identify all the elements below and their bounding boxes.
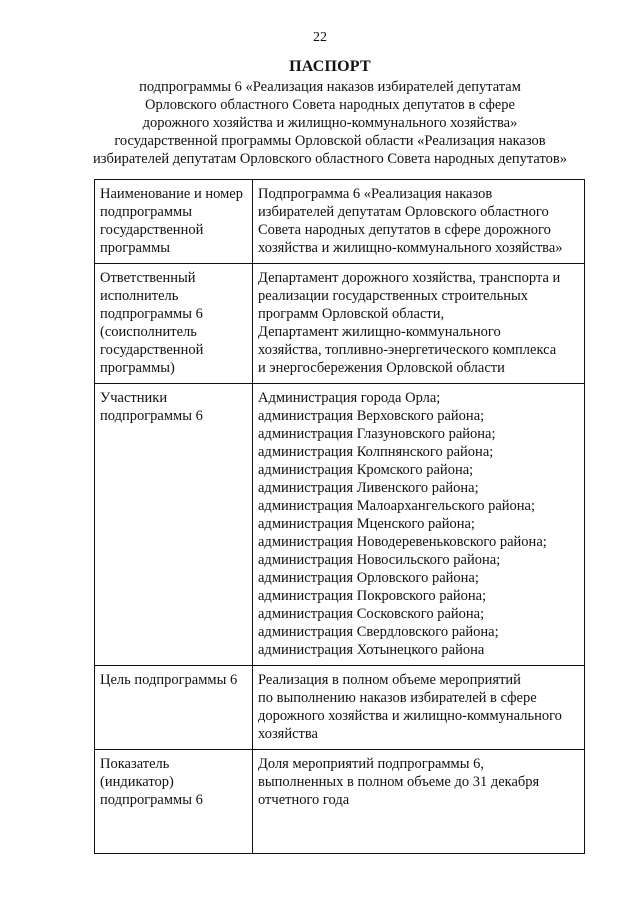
value-line: и энергосбережения Орловской области <box>258 360 505 376</box>
row-label <box>95 180 253 264</box>
label-line: Ответственный <box>100 270 196 286</box>
label-line: (соисполнитель <box>100 324 197 340</box>
label-line: (индикатор) <box>100 774 174 790</box>
value-line: администрация Хотынецкого района <box>258 642 485 658</box>
table-row-goal <box>95 666 585 750</box>
label-line: государственной <box>100 222 204 238</box>
label-line: Цель подпрограммы 6 <box>100 672 238 688</box>
value-line: администрация Мценского района; <box>258 516 475 532</box>
row-value <box>253 264 585 384</box>
row-label <box>95 264 253 384</box>
label-line: программы) <box>100 360 175 376</box>
value-line: Департамент жилищно-коммунального <box>258 324 501 340</box>
value-line: администрация Орловского района; <box>258 570 479 586</box>
value-line: хозяйства <box>258 726 318 742</box>
value-line: хозяйства и жилищно-коммунального хозяйства» <box>258 240 563 256</box>
value-line: по выполнению наказов избирателей в сфере <box>258 690 537 706</box>
label-line: Показатель <box>100 756 170 772</box>
value-line: администрация Покровского района; <box>258 588 487 604</box>
heading-line: избирателей депутатам Орловского областного Совета народных депутатов» <box>93 151 567 167</box>
row-label <box>95 384 253 666</box>
heading-line: Орловского областного Совета народных депутатов в сфере <box>144 97 515 113</box>
value-line: выполненных в полном объеме до 31 декабря <box>258 774 540 790</box>
value-line: администрация Сосковского района; <box>258 606 485 622</box>
value-line: реализации государственных строительных <box>258 288 529 304</box>
value-line: дорожного хозяйства и жилищно-коммунального <box>258 708 562 724</box>
document-heading <box>40 58 620 168</box>
heading-line: дорожного хозяйства и жилищно-коммунального хозяйства» <box>142 115 518 131</box>
value-line: Доля мероприятий подпрограммы 6, <box>258 756 484 772</box>
label-line: программы <box>100 240 170 256</box>
value-line: Подпрограмма 6 «Реализация наказов <box>258 186 493 202</box>
label-line: подпрограммы 6 <box>100 792 203 808</box>
value-line: избирателей депутатам Орловского областного <box>258 204 549 220</box>
row-label <box>95 666 253 750</box>
document-title: ПАСПОРТ <box>289 58 371 75</box>
table-row-responsible <box>95 264 585 384</box>
passport-table <box>94 179 585 854</box>
value-line: Реализация в полном объеме мероприятий <box>258 672 521 688</box>
row-value <box>253 384 585 666</box>
value-line: администрация Глазуновского района; <box>258 426 496 442</box>
value-line: Департамент дорожного хозяйства, транспорта и <box>258 270 561 286</box>
row-value <box>253 666 585 750</box>
heading-line: государственной программы Орловской области «Реализация наказов <box>114 133 546 149</box>
value-line: Совета народных депутатов в сфере дорожного <box>258 222 551 238</box>
table-row-participants <box>95 384 585 666</box>
row-value <box>253 750 585 854</box>
value-line: администрация Кромского района; <box>258 462 474 478</box>
value-line: хозяйства, топливно-энергетического комплекса <box>258 342 557 358</box>
page-number: 22 <box>313 30 327 45</box>
row-label <box>95 750 253 854</box>
label-line: подпрограммы 6 <box>100 408 203 424</box>
heading-line: подпрограммы 6 «Реализация наказов избирателей депутатам <box>139 79 521 95</box>
value-line: отчетного года <box>258 792 350 808</box>
value-line: программ Орловской области, <box>258 306 445 322</box>
label-line: Участники <box>100 390 168 406</box>
value-line: Администрация города Орла; <box>258 390 441 406</box>
value-line: администрация Малоархангельского района; <box>258 498 536 514</box>
label-line: подпрограммы 6 <box>100 306 203 322</box>
table-row-indicator <box>95 750 585 854</box>
table-row-name <box>95 180 585 264</box>
value-line: администрация Ливенского района; <box>258 480 479 496</box>
value-line: администрация Верховского района; <box>258 408 485 424</box>
label-line: исполнитель <box>100 288 179 304</box>
value-line: администрация Колпнянского района; <box>258 444 494 460</box>
value-line: администрация Новосильского района; <box>258 552 501 568</box>
label-line: Наименование и номер <box>100 186 243 202</box>
value-line: администрация Свердловского района; <box>258 624 499 640</box>
label-line: подпрограммы <box>100 204 192 220</box>
row-value <box>253 180 585 264</box>
label-line: государственной <box>100 342 204 358</box>
value-line: администрация Новодеревеньковского района; <box>258 534 547 550</box>
